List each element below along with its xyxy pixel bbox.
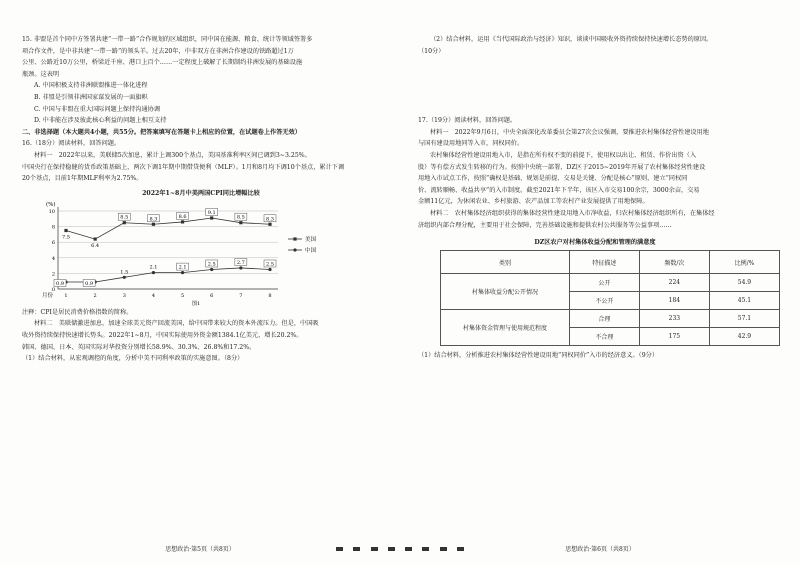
data-label: 1.5 <box>120 269 129 276</box>
legend-marker <box>293 248 296 251</box>
q16-material-1: 中国央行在保持稳健的货币政策基础上，两次下调1年期中期借贷便利（MLF）。1月和8月均下调10个基点，累计下调 <box>22 163 345 171</box>
q17-material-2: 材料二 农村集体经济组织获得的集体经营性建设用地入市净收益，归农村集体经济组织所有，在集体经 <box>430 209 715 217</box>
table-header-cell: 特征描述 <box>569 251 639 274</box>
page-6 <box>400 0 800 565</box>
data-point <box>210 268 213 271</box>
x-tick-label: 3 <box>122 292 126 299</box>
x-tick-label: 1 <box>64 292 68 299</box>
data-point <box>94 237 97 240</box>
table-header-cell: 比例/% <box>709 251 779 274</box>
data-label: 2.5 <box>266 261 274 268</box>
x-tick-label: 8 <box>268 292 272 299</box>
q15-stem: 项合作文件，是中非共建“一带一路”的领头羊。过去20年，中非双方在非洲合作建设的铁路超过1万 <box>22 47 294 55</box>
q15-option-c: C. 中国与非盟在重大国际问题上保持沟通协调 <box>34 105 161 113</box>
y-axis-label: (%) <box>46 201 56 208</box>
data-label: 8.5 <box>236 214 245 221</box>
data-point <box>181 220 184 223</box>
x-tick-label: 7 <box>239 292 243 299</box>
chart-note: 注释：CPI是居民消费价格指数的简称。 <box>22 308 133 316</box>
q17-paragraph: 股）等有偿方式发生转移的行为。按照中央统一部署，DZ区于2015~2019年开展了农村集体经营性建设 <box>418 163 706 171</box>
data-label: 8.3 <box>266 215 274 222</box>
q16-question-2: （10分） <box>418 47 445 55</box>
q17-head: 17.（19分）阅读材料，回答问题。 <box>418 117 517 125</box>
table-cell: 57.1 <box>709 310 779 328</box>
page-footer-right: 思想政治·第6页（共8页） <box>565 546 635 553</box>
table-header-cell: 频数/次 <box>639 251 709 274</box>
legend-marker <box>293 237 296 240</box>
q16-question-2: （2）结合材料，运用《当代国际政治与经济》知识，谈谈中国吸收外资持续保持快速增长态势的原因。 <box>430 36 713 43</box>
chart-title: 2022年1~8月中美两国CPI同比增幅比较 <box>142 189 260 197</box>
data-label: 9.1 <box>207 209 216 216</box>
x-tick-label: 6 <box>210 292 214 299</box>
table-category-cell: 村集体资金管理与使用规范程度 <box>441 310 570 346</box>
table-header-cell: 类别 <box>441 251 570 274</box>
q17-paragraph: 用地入市试点工作，按照“确权是基础、规划是前提、交易是关键、分配是核心”原则，建立“同权同 <box>418 175 688 183</box>
data-label: 0.9 <box>85 280 94 287</box>
q15-option-d: D. 中非能在涉及彼此核心利益的问题上相互支持 <box>34 117 167 125</box>
table-cell: 184 <box>639 292 709 310</box>
data-point <box>123 275 126 278</box>
q16-question-1: （1）结合材料，从宏观调控的角度，分析中美不同利率政策的实施意图。（8分） <box>22 355 244 363</box>
q17-paragraph: 价、流转顺畅、收益共享”的入市制度。截至2021年下半年，该区入市交易100余宗，3000余亩，交易 <box>418 186 700 194</box>
q17-material-1: 材料一 2022年9月6日，中央全面深化改革委员会第27次会议强调，要推进农村集体经营性建设用地 <box>430 128 709 136</box>
data-point <box>239 266 242 269</box>
x-tick-label: 5 <box>180 292 185 299</box>
q16-material-2: 收外资持续保持快速增长势头。2022年1~8月，中国实际使用外资金额1384.1亿美元，增长20.2%。 <box>22 331 303 339</box>
data-label: 7.5 <box>62 234 70 241</box>
q16-material-2: 韩国、德国、日本、英国实际对华投资分别增长58.9%、30.3%、26.8%和17.2%。 <box>22 343 256 351</box>
data-point <box>64 229 67 232</box>
table-cell: 不公开 <box>569 292 639 310</box>
q17-paragraph: 农村集体经营性建设用地入市，是指在所有权不变的前提下，使用权以出让、租赁、作价出资（入 <box>430 151 697 159</box>
table-cell: 合理 <box>569 310 639 328</box>
q16-material-2: 材料二 美联储激进加息，加速全球美元资产回流美国，给中国带来较大的资本外流压力。但是，中国吸 <box>34 320 319 328</box>
table-header-row <box>441 251 780 274</box>
q15-stem: 瓶颈。这表明 <box>22 70 60 78</box>
q15-option-a: A. 中国积极支持非洲联盟推进一体化进程 <box>34 82 148 90</box>
data-point <box>268 222 271 225</box>
table-title: DZ区农户对村集体收益分配和管理的满意度 <box>534 239 656 247</box>
data-point <box>152 222 155 225</box>
y-tick-label: 2 <box>51 271 55 278</box>
table-category-cell: 村集体收益分配公开情况 <box>441 274 570 310</box>
data-label: 2.7 <box>236 259 245 266</box>
x-axis-label: 月份 <box>42 292 54 299</box>
data-point <box>181 271 184 274</box>
chart-caption: 图1 <box>192 300 201 307</box>
page-footer-left: 思想政治·第5页（共8页） <box>165 546 235 553</box>
data-label: 0.9 <box>56 280 64 287</box>
table-cell: 175 <box>639 328 709 346</box>
table-cell: 公开 <box>569 274 639 292</box>
q15-option-b: B. 非盟是引领非洲国家谋发展的一面旗帜 <box>34 93 148 101</box>
table-row <box>441 310 780 328</box>
x-tick-label: 2 <box>93 292 97 299</box>
y-tick-label: 0 <box>51 286 55 293</box>
q16-material-1: 20个基点，目前1年期MLF利率为2.75%。 <box>22 175 143 183</box>
q15-stem: 公里、公路近10万公里，桥梁近千座、港口上百个……一定程度上破解了长期制约非洲发展的基础设施 <box>22 59 303 67</box>
legend-label: 中国 <box>305 247 317 254</box>
y-tick-label: 10 <box>48 208 55 215</box>
data-point <box>152 271 155 274</box>
y-tick-label: 8 <box>51 224 55 231</box>
data-point <box>268 268 271 271</box>
y-tick-label: 6 <box>51 239 55 246</box>
table-cell: 不合理 <box>569 328 639 346</box>
legend-label: 美国 <box>305 236 317 243</box>
data-label: 8.5 <box>120 214 129 221</box>
x-tick-label: 4 <box>151 292 156 299</box>
data-label: 2.1 <box>178 264 187 271</box>
y-tick-label: 4 <box>51 255 55 262</box>
data-point <box>123 221 126 224</box>
data-label: 8.6 <box>178 213 187 220</box>
data-label: 8.3 <box>149 215 158 222</box>
table-row <box>441 274 780 292</box>
q15-stem: 15. 非盟是首个同中方签署共建“一带一路”合作规划的区域组织，同中国在能源、粮食、统计等领域签署多 <box>22 36 313 43</box>
data-point <box>239 221 242 224</box>
data-label: 2.5 <box>207 261 216 268</box>
q17-paragraph: 金额11亿元，为休闲农业、乡村旅游、农产品加工等农村产业发展提供了用地保障。 <box>418 198 649 206</box>
q16-material-1: 材料一 2022年以来，美联储5次加息，累计上调300个基点，美国基准利率区间已调到3~3.25%。 <box>34 151 311 159</box>
data-point <box>210 216 213 219</box>
q17-question-1: （1）结合材料，分析推进农村集体经营性建设用地“同权同价”入市的经济意义。（9分） <box>418 352 659 360</box>
q17-material-1: 与国有建设用地同等入市，同权同价。 <box>418 140 524 148</box>
table-cell: 45.1 <box>709 292 779 310</box>
series-line <box>66 268 270 282</box>
data-label: 6.4 <box>91 242 100 249</box>
q16-head: 16.（18分）阅读材料，回答问题。 <box>22 140 121 148</box>
table-cell: 224 <box>639 274 709 292</box>
q17-material-2: 济组织内部合理分配，主要用于社会保障，完善基础设施和提供农村公共服务等公益事项…… <box>418 221 672 229</box>
cpi-line-chart <box>40 197 340 307</box>
table-cell: 233 <box>639 310 709 328</box>
data-label: 2.1 <box>149 264 158 271</box>
section-heading: 二、非选择题（本大题共4小题，共55分。把答案填写在答题卡上相应的位置，在试题卷上作答无效） <box>22 128 301 136</box>
satisfaction-table <box>440 250 780 346</box>
table-cell: 54.9 <box>709 274 779 292</box>
table-cell: 42.9 <box>709 328 779 346</box>
